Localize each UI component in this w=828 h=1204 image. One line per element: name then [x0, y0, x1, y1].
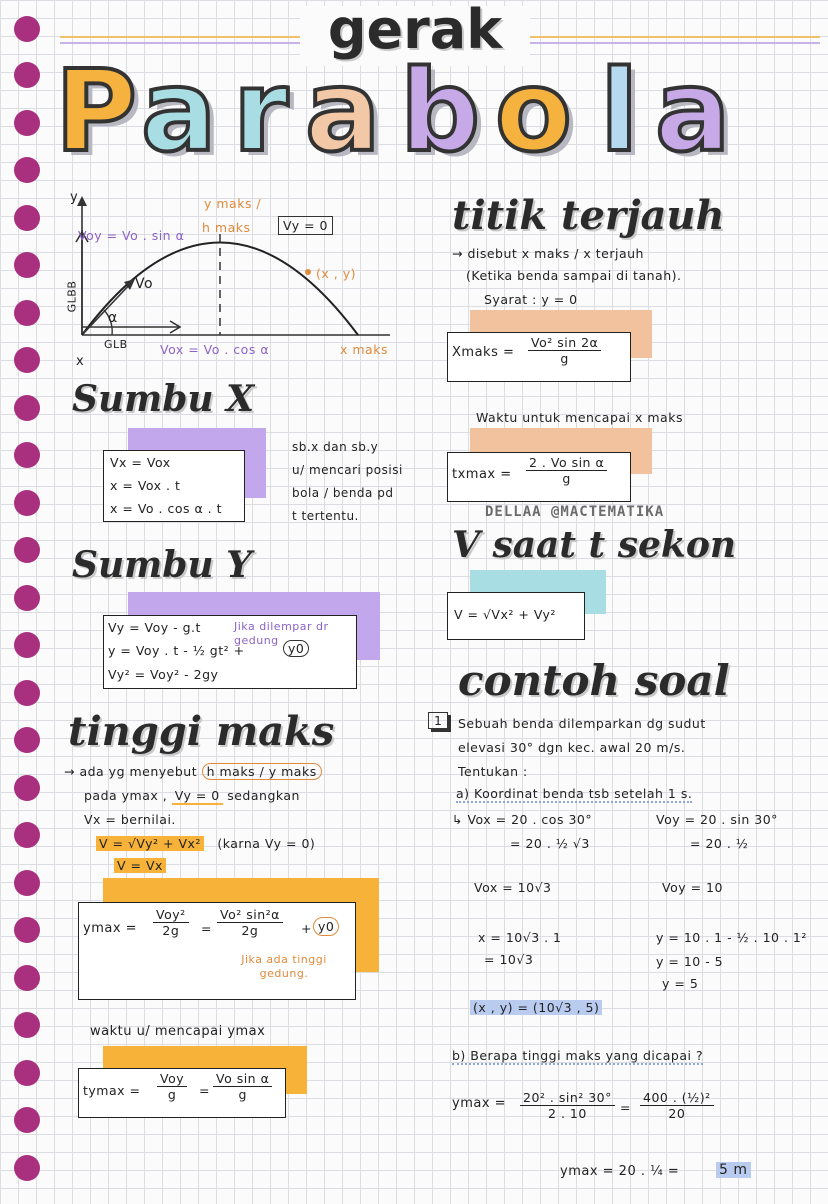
binder-hole — [14, 205, 40, 231]
denominator: 2g — [241, 923, 259, 938]
vox-label: Vox = Vo . cos α — [160, 342, 270, 357]
hmaks-label: h maks — [202, 220, 251, 235]
glb-label: GLB — [104, 338, 128, 351]
txmax-formula-box — [447, 452, 631, 502]
xmaks-formula-box — [447, 332, 631, 382]
tymax-formula-box: tymax = Voy g = $\frac{\text{Vo sin α}}{g}$ — [78, 1068, 286, 1118]
numerator: Voy — [157, 1071, 187, 1087]
binder-hole — [14, 965, 40, 991]
binder-hole — [14, 775, 40, 801]
tinggi-maks-heading: tinggi maks — [68, 708, 335, 755]
note-line: bola / benda pd — [292, 486, 394, 500]
denominator: g — [238, 1087, 247, 1102]
answer-line: = 10√3 — [484, 952, 534, 967]
syarat-line: Syarat : y = 0 — [484, 292, 578, 307]
binder-hole — [14, 1107, 40, 1133]
v-formula: V = √Vy² + Vx² — [96, 836, 204, 851]
sumbu-x-heading: Sumbu X — [72, 378, 255, 420]
answer-line: Vox = 10√3 — [474, 880, 552, 895]
binder-hole — [14, 680, 40, 706]
alpha-label: α — [108, 310, 118, 326]
xmaks-label: x maks — [340, 342, 388, 357]
sumbu-x-note — [292, 436, 403, 528]
answer-line: y = 5 — [662, 976, 699, 991]
question-line: Sebuah benda dilemparkan dg sudut — [458, 716, 706, 731]
y0-circled: y0 — [283, 640, 309, 657]
tinggi-line — [64, 764, 322, 779]
fraction — [153, 907, 189, 938]
answer-b-value: 5 m — [716, 1162, 751, 1178]
plus-sign: + — [301, 921, 312, 936]
answer-line: ↳ Vox = 20 . cos 30° — [452, 812, 593, 827]
ymaks-label: y maks / — [204, 196, 262, 211]
v-equals-vx: V = Vx — [114, 858, 166, 873]
question-a: a) Koordinat benda tsb setelah 1 s. — [456, 786, 693, 801]
tinggi-line — [84, 788, 300, 803]
sumbu-x-formula-box — [103, 450, 245, 522]
question-line: elevasi 30° dgn kec. awal 20 m/s. — [458, 740, 686, 755]
answer-line: Voy = 20 . sin 30° — [656, 812, 778, 827]
text: pada ymax , — [84, 788, 168, 803]
formula-line: Vx = Vox — [110, 455, 171, 470]
numerator: Vo² sin 2α — [528, 335, 601, 351]
formula-line: y = Voy . t - ½ gt² + — [108, 643, 245, 658]
x-axis-label: x — [76, 354, 85, 369]
fraction — [520, 1090, 615, 1121]
title-letter: b — [400, 47, 481, 177]
answer-line: y = 10 . 1 - ½ . 10 . 1² — [656, 930, 807, 945]
text: → ada yg menyebut — [64, 764, 198, 779]
denominator: 2g — [162, 923, 180, 938]
tinggi-line — [96, 836, 315, 851]
formula-line: x = Vox . t — [110, 478, 181, 493]
binder-hole — [14, 300, 40, 326]
denominator: 2 . 10 — [548, 1106, 587, 1121]
fraction — [157, 1071, 187, 1102]
binder-hole — [14, 870, 40, 896]
numerator: Vo sin α — [213, 1071, 272, 1087]
question-number: 1 — [428, 712, 448, 729]
answer-line: y = 10 - 5 — [656, 954, 724, 969]
terjauh-line: → disebut x maks / x terjauh — [452, 246, 644, 261]
terjauh-line: (Ketika benda sampai di tanah). — [466, 268, 682, 283]
binder-hole — [14, 1155, 40, 1181]
gedung-note: Jika dilempar dr gedung — [234, 620, 329, 647]
numerator: 2 . Vo sin α — [526, 455, 607, 471]
title-letter: o — [495, 47, 572, 177]
formula-line: Vy = Voy - g.t — [108, 620, 201, 635]
binder-hole — [14, 585, 40, 611]
vo-label: Vo — [135, 276, 154, 292]
question-line: Tentukan : — [458, 764, 528, 779]
note-line: u/ mencari posisi — [292, 463, 403, 477]
vy-zero-box: Vy = 0 — [278, 216, 333, 235]
txmax-label: txmax = — [452, 467, 512, 482]
v-saat-heading: V saat t sekon — [452, 524, 737, 566]
circled-term: h maks / y maks — [202, 763, 322, 780]
binder-hole — [14, 62, 40, 88]
v-formula: V = √Vx² + Vy² — [454, 607, 556, 622]
v-formula-box — [447, 592, 585, 640]
binder-hole — [14, 537, 40, 563]
title-gerak: gerak — [327, 0, 503, 61]
note-line: sb.x dan sb.y — [292, 440, 379, 454]
numerator: 400 . (½)² — [640, 1090, 714, 1106]
titik-terjauh-heading: titik terjauh — [452, 192, 725, 239]
xmaks-label: Xmaks = — [452, 345, 515, 360]
sumbu-y-heading: Sumbu Y — [72, 544, 252, 586]
answer-b-label: ymax = — [452, 1096, 507, 1111]
answer-line: = 20 . ½ √3 — [510, 836, 590, 851]
title-letter: a — [141, 47, 217, 177]
gedung-note: Jika ada tinggi gedung. — [241, 953, 327, 980]
answer-line: Voy = 10 — [662, 880, 723, 895]
numerator: Vo² sin²α — [217, 907, 283, 923]
binder-hole — [14, 442, 40, 468]
fraction — [528, 335, 601, 366]
title-letter: a — [305, 47, 381, 177]
binder-hole — [14, 1012, 40, 1038]
question-b: b) Berapa tinggi maks yang dicapai ? — [452, 1048, 704, 1063]
ymax-label: ymax = — [83, 921, 138, 936]
text: (karna Vy = 0) — [217, 836, 316, 851]
answer-b-final: ymax = 20 . ¼ = — [560, 1164, 680, 1179]
glbb-label: GLBB — [65, 280, 79, 313]
binder-holes — [14, 0, 44, 1204]
binder-hole — [14, 727, 40, 753]
answer-line: x = 10√3 . 1 — [478, 930, 562, 945]
binder-hole — [14, 347, 40, 373]
y0-circled: y0 — [313, 917, 339, 936]
result-a: (x , y) = (10√3 , 5) — [470, 1000, 602, 1015]
binder-hole — [14, 1060, 40, 1086]
title-letter: a — [655, 47, 731, 177]
answer-line: = 20 . ½ — [690, 836, 749, 851]
binder-hole — [14, 16, 40, 42]
contoh-soal-heading: contoh soal — [458, 656, 730, 705]
vy-zero: Vy = 0 — [172, 788, 223, 805]
fraction — [640, 1090, 714, 1121]
note-line: t tertentu. — [292, 509, 359, 523]
binder-hole — [14, 490, 40, 516]
fraction — [217, 907, 283, 938]
binder-hole — [14, 917, 40, 943]
tinggi-line — [114, 858, 166, 873]
binder-hole — [14, 632, 40, 658]
tinggi-line: Vx = bernilai. — [84, 812, 176, 827]
title-parabola — [55, 47, 825, 182]
binder-hole — [14, 110, 40, 136]
tymax-label: tymax = — [83, 1083, 141, 1098]
binder-hole — [14, 157, 40, 183]
waktu-ymax-heading: waktu u/ mencapai ymax — [90, 1024, 266, 1039]
text: sedangkan — [227, 788, 300, 803]
waktu-xmaks-heading: Waktu untuk mencapai x maks — [476, 410, 683, 425]
fraction — [526, 455, 607, 486]
binder-hole — [14, 822, 40, 848]
denominator: g — [562, 471, 571, 486]
formula-line: x = Vo . cos α . t — [110, 501, 223, 516]
binder-hole — [14, 252, 40, 278]
voy-label: Voy = Vo . sin α — [78, 228, 185, 243]
title-letter: r — [233, 47, 289, 177]
formula-line: Vy² = Voy² - 2gy — [108, 667, 219, 682]
y-axis-label: y — [70, 190, 79, 205]
ymax-formula-box: ymax = Voy² 2g = $\frac{\text{Vo² sin²α}}{2g}$ + y0 Jika ada tinggi gedung. — [78, 902, 356, 1000]
denominator: 20 — [668, 1106, 686, 1121]
denominator: g — [167, 1087, 177, 1102]
title-letter: P — [55, 47, 138, 177]
fraction — [213, 1071, 272, 1102]
numerator: 20² . sin² 30° — [520, 1090, 615, 1106]
watermark: DELLAA @MACTEMATIKA — [485, 504, 665, 520]
denominator: g — [560, 351, 569, 366]
binder-hole — [14, 395, 40, 421]
xy-point-label: (x , y) — [316, 266, 356, 281]
numerator: Voy² — [153, 907, 189, 923]
title-letter: l — [600, 47, 639, 177]
